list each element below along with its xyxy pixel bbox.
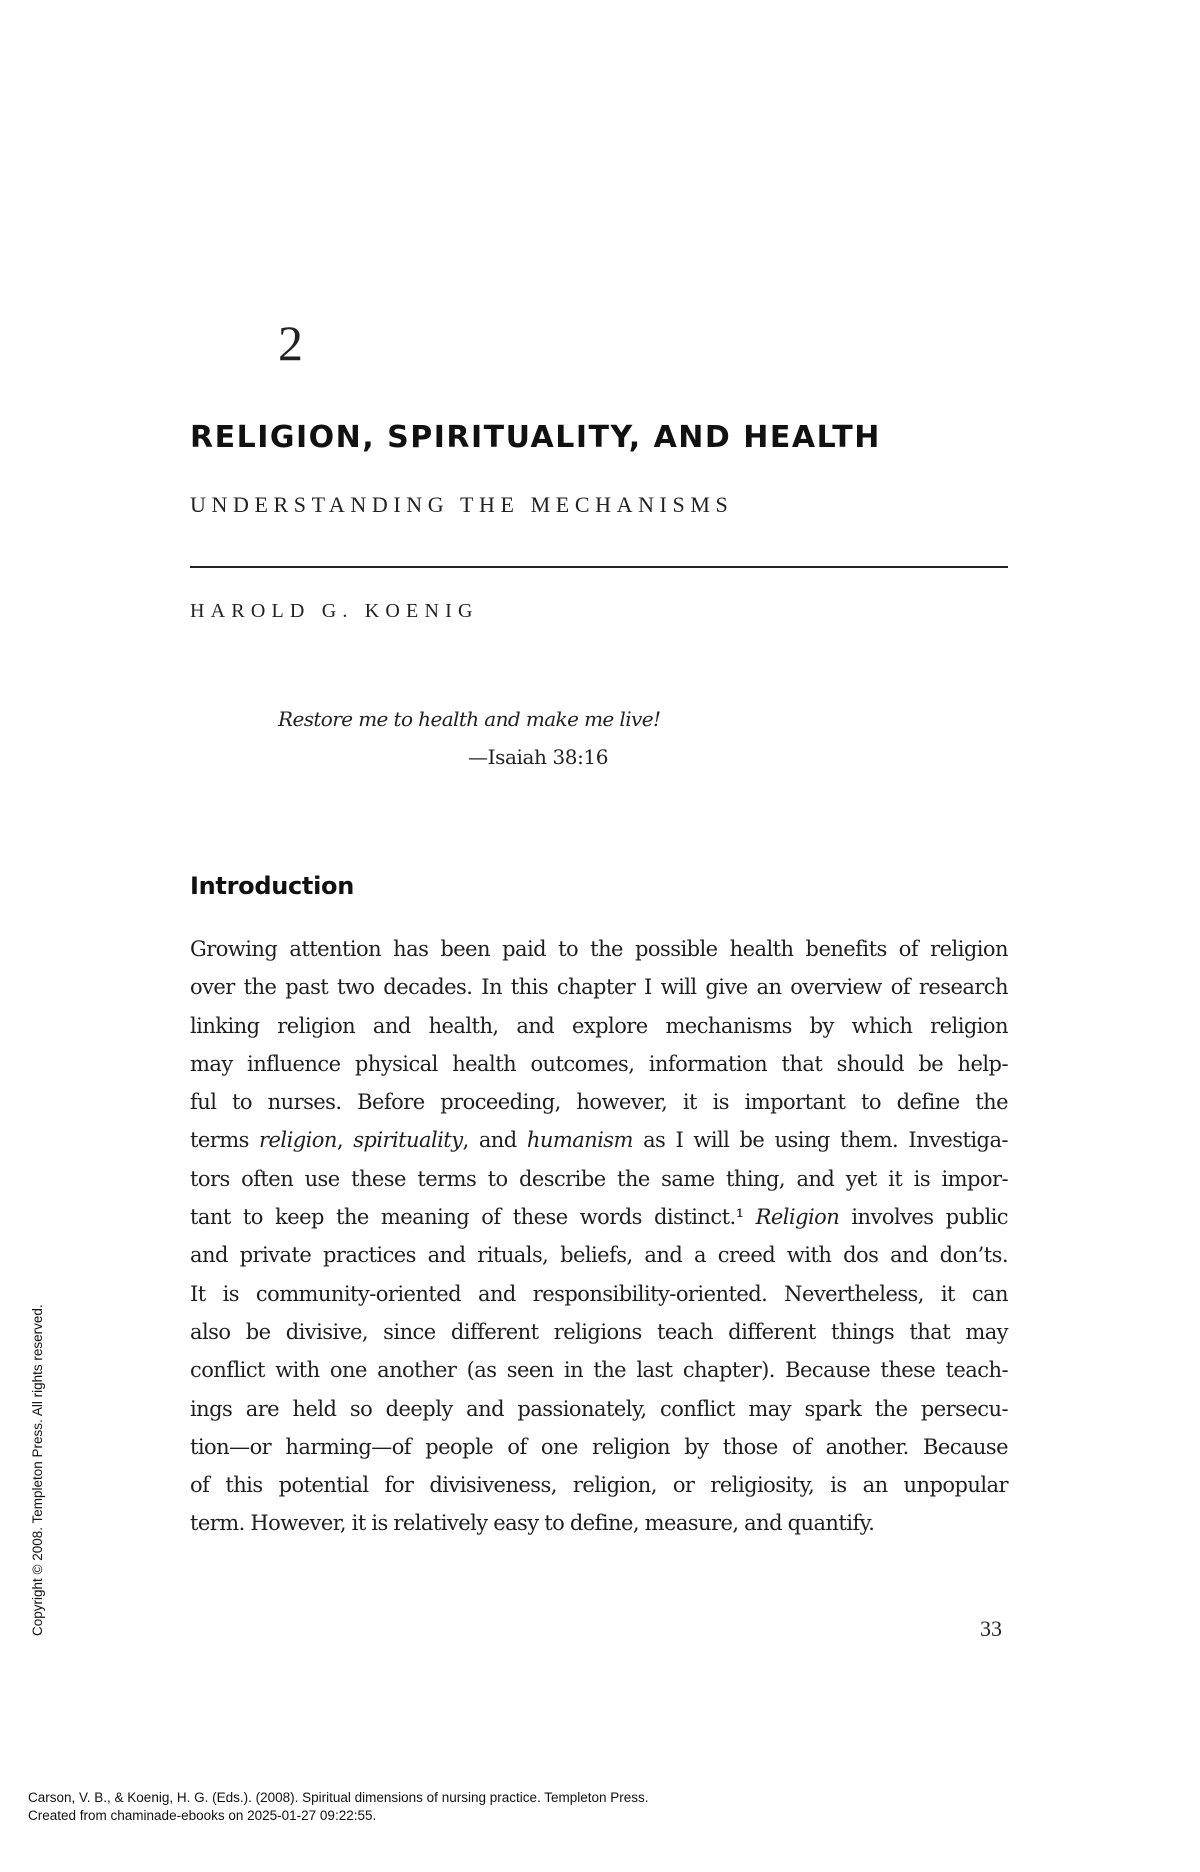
body-line: also be divisive, since different religions teach different things that may (190, 1319, 1008, 1344)
body-line: may influence physical health outcomes, information that should be help- (190, 1051, 1008, 1076)
epigraph-attribution: —Isaiah 38:16 (468, 745, 609, 769)
epigraph-quote: Restore me to health and make me live! (278, 707, 661, 731)
section-heading: Introduction (190, 872, 354, 900)
body-line: tion—or harming—of people of one religion by those of another. Because (190, 1434, 1008, 1459)
body-line: terms religion, spirituality, and humanism as I will be using them. Investiga- (190, 1128, 1008, 1153)
chapter-title: RELIGION, SPIRITUALITY, AND HEALTH (190, 420, 881, 455)
body-line: of this potential for divisiveness, religion, or religiosity, is an unpopular (190, 1473, 1008, 1498)
footer-citation (28, 1789, 649, 1825)
body-line: ful to nurses. Before proceeding, however, it is important to define the (190, 1090, 1008, 1115)
author-name: HAROLD G. KOENIG (190, 600, 479, 622)
citation-line: Carson, V. B., & Koenig, H. G. (Eds.). (2008). Spiritual dimensions of nursing practice. Templeton Press. (28, 1790, 649, 1805)
body-paragraph (190, 930, 1008, 1543)
body-line: term. However, it is relatively easy to define, measure, and quantify. (190, 1511, 875, 1536)
body-line: and private practices and rituals, beliefs, and a creed with dos and don’ts. (190, 1243, 1008, 1268)
body-line: over the past two decades. In this chapter I will give an overview of research (190, 975, 1008, 1000)
body-line: ings are held so deeply and passionately, conflict may spark the persecu- (190, 1396, 1008, 1421)
body-line: conflict with one another (as seen in the last chapter). Because these teach- (190, 1358, 1008, 1383)
page-number: 33 (980, 1616, 1002, 1641)
body-line: tors often use these terms to describe the same thing, and yet it is impor- (190, 1166, 1008, 1191)
copyright-notice: Copyright © 2008. Templeton Press. All rights reserved. (30, 1304, 45, 1636)
created-line: Created from chaminade-ebooks on 2025-01-27 09:22:55. (28, 1808, 377, 1823)
body-line: linking religion and health, and explore mechanisms by which religion (190, 1013, 1008, 1038)
body-line: tant to keep the meaning of these words distinct.¹ Religion involves public (190, 1205, 1008, 1230)
chapter-subtitle: UNDERSTANDING THE MECHANISMS (190, 492, 734, 517)
body-line: Growing attention has been paid to the possible health benefits of religion (190, 937, 1008, 961)
epigraph (278, 700, 660, 776)
chapter-number: 2 (278, 315, 303, 371)
title-divider (190, 566, 1008, 568)
body-line: It is community-oriented and responsibility-oriented. Nevertheless, it can (190, 1281, 1008, 1306)
